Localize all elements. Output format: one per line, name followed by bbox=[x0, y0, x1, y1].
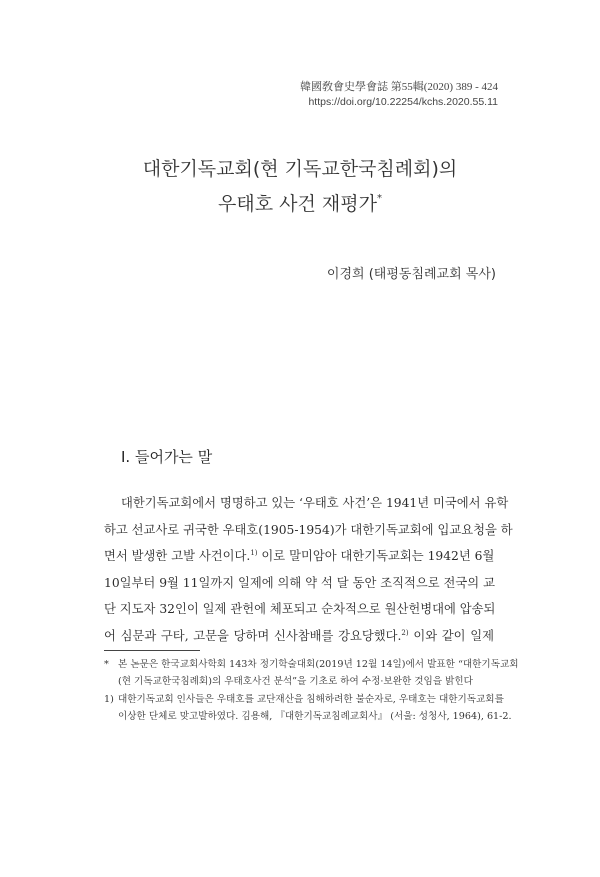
footnote-1 bbox=[104, 691, 512, 725]
doi-link[interactable]: https://doi.org/10.22254/kchs.2020.55.11 bbox=[308, 96, 498, 108]
footnote-mark: 1) bbox=[104, 694, 114, 705]
footnotes bbox=[104, 656, 519, 726]
author-byline: 이경희 (태평동침례교회 목사) bbox=[326, 267, 496, 282]
body-line: 하고 선교사로 귀국한 우태호(1905-1954)가 대한기독교회에 입교요청을 하 bbox=[104, 522, 513, 537]
footnote-line: (현 기독교한국침례회)의 우태호사건 분석”을 기초로 하여 수정·보완한 것임을 밝힌다 bbox=[118, 676, 473, 687]
title-line-2-text: 우태호 사건 재평가 bbox=[218, 193, 377, 215]
body-line: 단 지도자 32인이 일제 관헌에 체포되고 순차적으로 원산헌병대에 압송되 bbox=[104, 602, 496, 617]
footnote-ref-2[interactable]: 2) bbox=[401, 628, 409, 637]
footnote-line: 이상한 단체로 맞고발하였다. 김용해, 『대한기독교침례교회사』 (서울: 성청사, 1964), 61-2. bbox=[118, 711, 512, 722]
footnote-mark: * bbox=[104, 659, 109, 670]
footnote-star bbox=[104, 656, 519, 690]
footnote-ref-1[interactable]: 1) bbox=[250, 549, 258, 558]
body-line bbox=[104, 623, 494, 650]
body-line: 대한기독교회에서 명명하고 있는 ‘우태호 사건’은 1941년 미국에서 유학 bbox=[121, 496, 509, 510]
section-heading: I. 들어가는 말 bbox=[121, 448, 213, 466]
title-line-2 bbox=[0, 184, 600, 219]
body-line-part: 면서 발생한 고발 사건이다. bbox=[104, 549, 251, 564]
journal-header bbox=[300, 80, 498, 110]
footnote-divider bbox=[104, 650, 200, 651]
paper-title bbox=[0, 154, 600, 219]
body-line bbox=[104, 543, 494, 570]
title-footnote-mark[interactable]: * bbox=[376, 193, 382, 204]
footnote-line: 본 논문은 한국교회사학회 143차 정기학술대회(2019년 12월 14일)에서 발표한 “대한기독교회 bbox=[118, 659, 519, 670]
body-text bbox=[104, 490, 513, 650]
body-line-part: 이와 같이 일제 bbox=[413, 628, 495, 643]
body-line-part: 이로 말미암아 대한기독교회는 1942년 6월 bbox=[261, 549, 495, 564]
journal-citation: 韓國敎會史學會誌 第55輯(2020) 389 - 424 bbox=[300, 81, 498, 93]
footnote-line: 대한기독교회 인사들은 우태호를 교단재산을 침해하려한 불순자로, 우태호는 대한기독교회를 bbox=[118, 694, 504, 705]
body-line: 10일부터 9월 11일까지 일제에 의해 약 석 달 동안 조직적으로 전국의 교 bbox=[104, 575, 495, 590]
title-line-1: 대한기독교회(현 기독교한국침례회)의 bbox=[142, 158, 458, 180]
body-line-part: 어 심문과 구타, 고문을 당하며 신사참배를 강요당했다. bbox=[104, 628, 402, 643]
